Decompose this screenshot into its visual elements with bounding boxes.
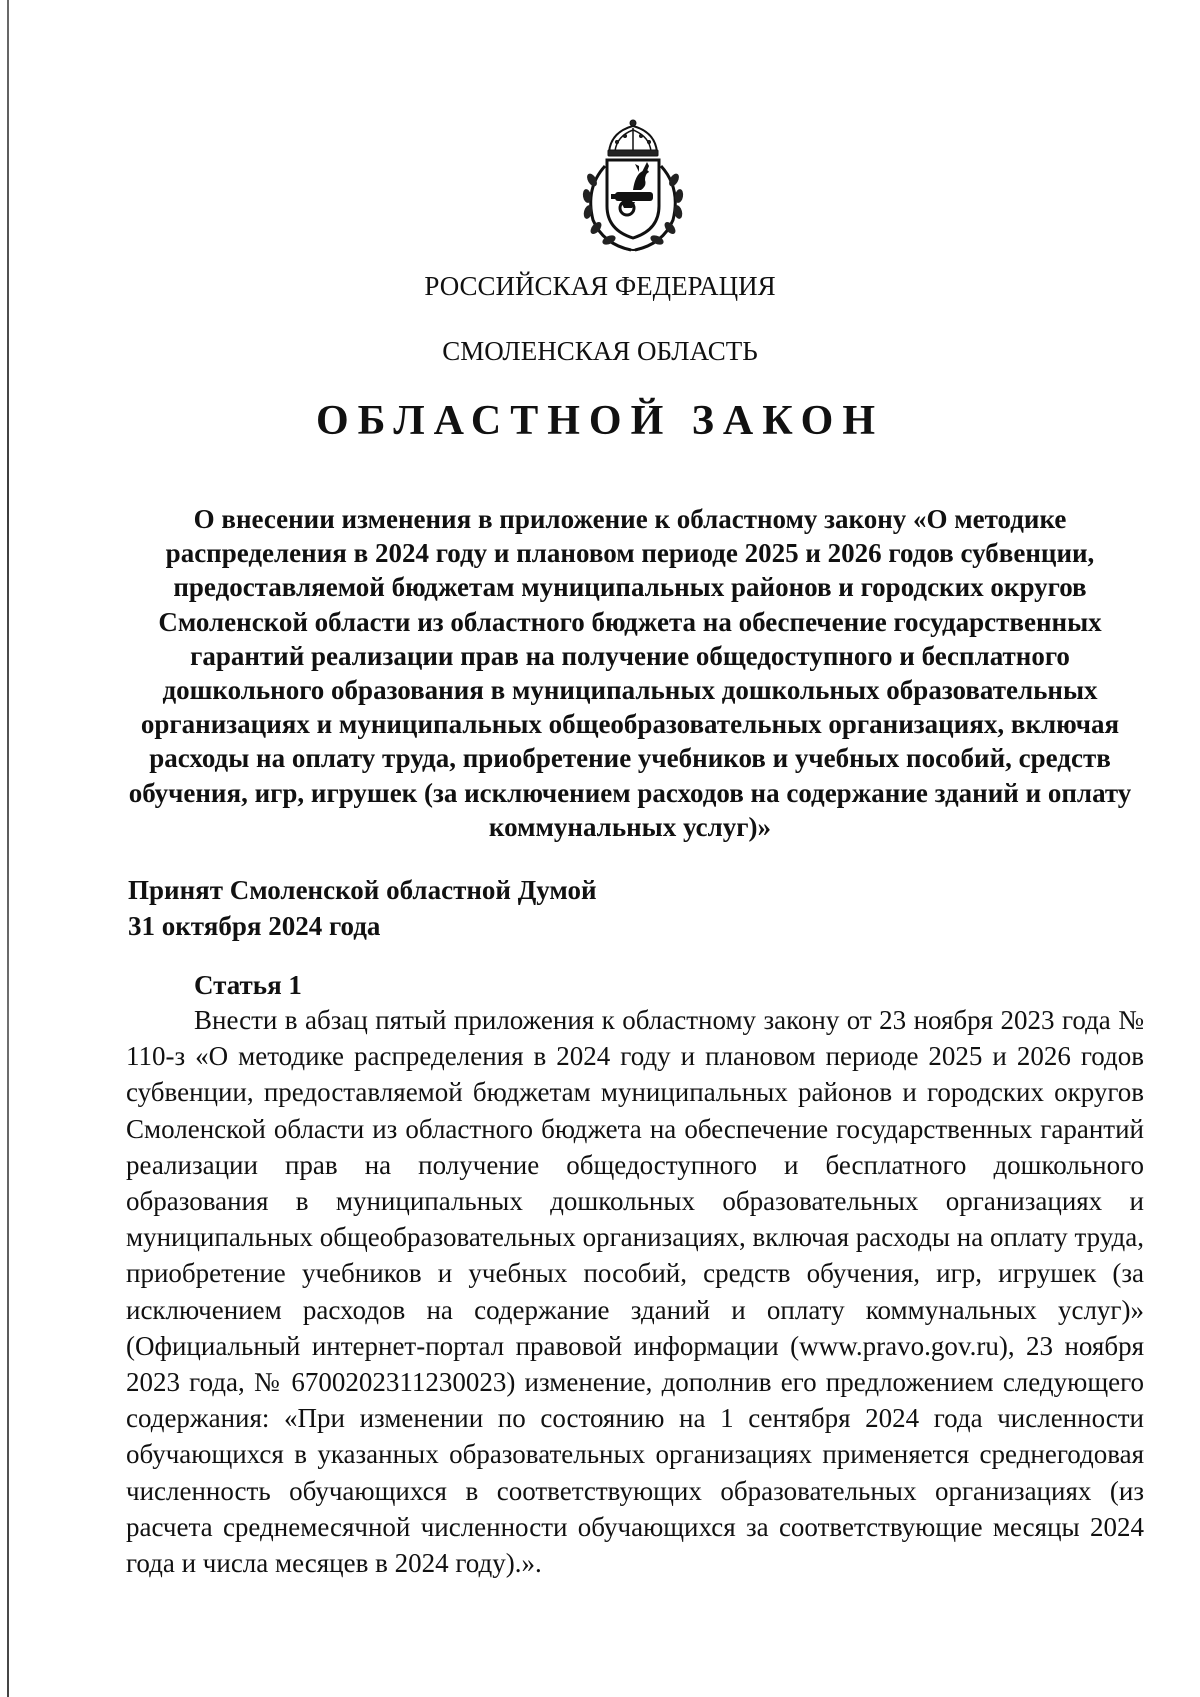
- header-country: РОССИЙСКАЯ ФЕДЕРАЦИЯ: [424, 271, 776, 301]
- adoption-date: 31 октября 2024 года: [128, 911, 381, 941]
- scan-edge-line: [7, 0, 9, 1697]
- article-heading: Статья 1: [194, 970, 302, 1000]
- article-body: Внести в абзац пятый приложения к областному закону от 23 ноября 2023 года № 110-з «О методике распределения в 2024 году и плановом периоде 2025 и 2026 годов субвенции, предоставляемой бюджетам муниципальных районов и городских округов Смоленской области из областного бюджета на обеспечение государственных гарантий реализации прав на получение общедоступного и бесплатного дошкольного образования в муниципальных дошкольных образовательных организациях и муниципальных общеобразовательных организациях, включая расходы на оплату труда, приобретение учебников и учебных пособий, средств обучения, игр, игрушек (за исключением расходов на содержание зданий и оплату коммунальных услуг)» (Официальный интернет-портал правовой информации (www.pravo.gov.ru), 23 ноября 2023 года, № 6700202311230023) изменение, дополнив его предложением следующего содержания: «При изменении по состоянию на 1 сентября 2024 года численности обучающихся в указанных образовательных организациях применяется среднегодовая численность обучающихся в соответствующих образовательных организациях (из расчета среднемесячной численности обучающихся за соответствующие месяцы 2024 года и числа месяцев в 2024 году).».: [126, 1005, 1144, 1579]
- adoption-body: Принят Смоленской областной Думой: [128, 875, 597, 905]
- document-type-heading: ОБЛАСТНОЙ ЗАКОН: [315, 398, 885, 444]
- law-title: О внесении изменения в приложение к областному закону «О методике распределения в 2024 году и плановом периоде 2025 и 2026 годов субвенции, предоставляемой бюджетам муниципальных районов и городских округов Смоленской области из областного бюджета на обеспечение государственных гарантий реализации прав на получение общедоступного и бесплатного дошкольного образования в муниципальных дошкольных образовательных организациях и муниципальных общеобразовательных организациях, включая расходы на оплату труда, приобретение учебников и учебных пособий, средств обучения, игр, игрушек (за исключением расходов на содержание зданий и оплату коммунальных услуг)»: [128, 504, 1132, 842]
- header-region: СМОЛЕНСКАЯ ОБЛАСТЬ: [442, 336, 758, 366]
- adoption-note: [128, 872, 597, 944]
- smolensk-coat-of-arms-icon: [575, 118, 691, 258]
